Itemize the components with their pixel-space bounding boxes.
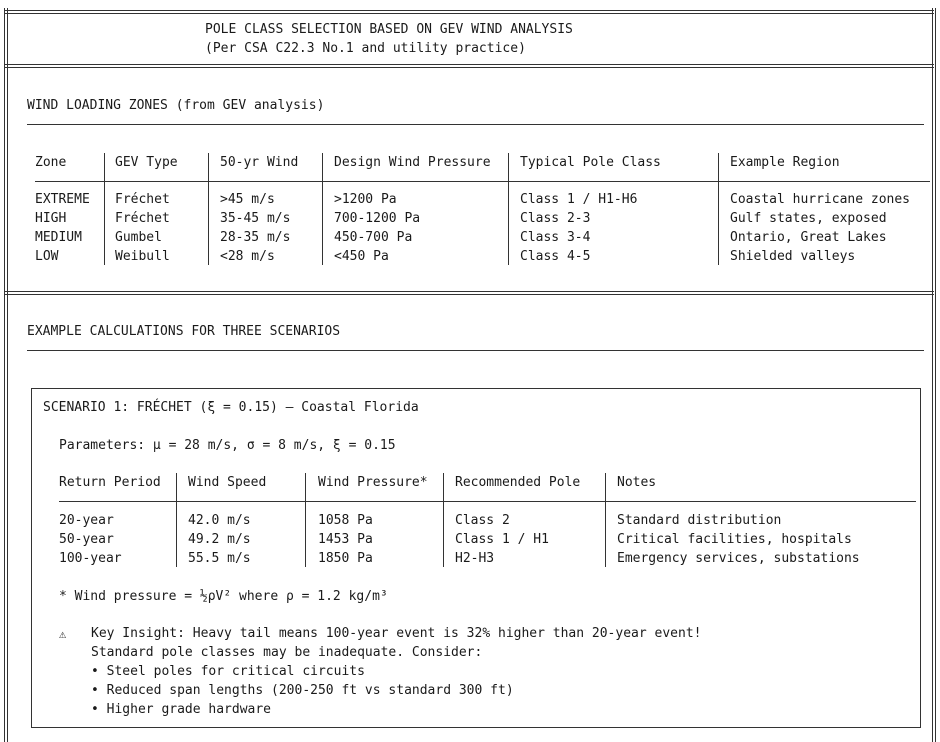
zones-col-separator bbox=[322, 153, 323, 265]
scenario-col-wind-speed: Wind Speed bbox=[188, 475, 267, 490]
wind-cell: 28-35 m/s bbox=[220, 230, 291, 245]
zone-cell: MEDIUM bbox=[35, 230, 82, 245]
region-cell: Coastal hurricane zones bbox=[730, 192, 911, 207]
scenario-col-separator bbox=[305, 473, 306, 567]
warning-icon: ⚠ bbox=[59, 627, 67, 641]
page-title: POLE CLASS SELECTION BASED ON GEV WIND ANALYSIS bbox=[205, 22, 573, 37]
zones-heading-rule bbox=[27, 124, 924, 125]
frame-left-border bbox=[4, 8, 8, 742]
wind-cell: 35-45 m/s bbox=[220, 211, 291, 226]
scenario-col-recommended-pole: Recommended Pole bbox=[455, 475, 581, 490]
page-subtitle: (Per CSA C22.3 No.1 and utility practice) bbox=[205, 41, 526, 56]
zones-col-separator bbox=[104, 153, 105, 265]
return-period-cell: 100-year bbox=[59, 551, 122, 566]
zones-col-separator bbox=[718, 153, 719, 265]
gev-type-cell: Fréchet bbox=[115, 211, 170, 226]
zones-col-zone: Zone bbox=[35, 155, 67, 170]
frame-right-border bbox=[932, 8, 936, 742]
scenario-1-title: SCENARIO 1: FRÉCHET (ξ = 0.15) — Coastal Florida bbox=[43, 400, 419, 415]
scenario-col-notes: Notes bbox=[617, 475, 657, 490]
pressure-cell: 450-700 Pa bbox=[334, 230, 413, 245]
zones-heading: WIND LOADING ZONES (from GEV analysis) bbox=[27, 98, 325, 113]
section-divider-rule bbox=[4, 291, 934, 295]
notes-cell: Critical facilities, hospitals bbox=[617, 532, 852, 547]
zones-col-separator bbox=[508, 153, 509, 265]
recommended-pole-cell: H2-H3 bbox=[455, 551, 495, 566]
zones-header-rule bbox=[35, 181, 930, 182]
wind-pressure-cell: 1453 Pa bbox=[318, 532, 373, 547]
return-period-cell: 20-year bbox=[59, 513, 114, 528]
wind-pressure-cell: 1850 Pa bbox=[318, 551, 373, 566]
insight-line: • Higher grade hardware bbox=[91, 702, 272, 717]
pressure-cell: <450 Pa bbox=[334, 249, 389, 264]
insight-line: Standard pole classes may be inadequate. Consider: bbox=[91, 645, 483, 660]
notes-cell: Standard distribution bbox=[617, 513, 782, 528]
wind-pressure-cell: 1058 Pa bbox=[318, 513, 373, 528]
wind-cell: >45 m/s bbox=[220, 192, 275, 207]
zone-cell: LOW bbox=[35, 249, 59, 264]
wind-speed-cell: 42.0 m/s bbox=[188, 513, 251, 528]
zone-cell: HIGH bbox=[35, 211, 67, 226]
wind-speed-cell: 55.5 m/s bbox=[188, 551, 251, 566]
wind-cell: <28 m/s bbox=[220, 249, 275, 264]
zones-col-50yr-wind: 50-yr Wind bbox=[220, 155, 299, 170]
zones-col-pole-class: Typical Pole Class bbox=[520, 155, 661, 170]
scenario-col-wind-pressure: Wind Pressure* bbox=[318, 475, 428, 490]
recommended-pole-cell: Class 1 / H1 bbox=[455, 532, 549, 547]
scenario-1-parameters: Parameters: μ = 28 m/s, σ = 8 m/s, ξ = 0.15 bbox=[59, 438, 396, 453]
examples-heading: EXAMPLE CALCULATIONS FOR THREE SCENARIOS bbox=[27, 324, 341, 339]
region-cell: Gulf states, exposed bbox=[730, 211, 887, 226]
insight-line: Key Insight: Heavy tail means 100-year event is 32% higher than 20-year event! bbox=[91, 626, 702, 641]
zones-col-region: Example Region bbox=[730, 155, 840, 170]
insight-line: • Steel poles for critical circuits bbox=[91, 664, 365, 679]
scenario-col-separator bbox=[605, 473, 606, 567]
zones-col-gev-type: GEV Type bbox=[115, 155, 178, 170]
pole-class-cell: Class 2-3 bbox=[520, 211, 591, 226]
recommended-pole-cell: Class 2 bbox=[455, 513, 510, 528]
header-bottom-rule bbox=[4, 64, 934, 68]
region-cell: Shielded valleys bbox=[730, 249, 856, 264]
notes-cell: Emergency services, substations bbox=[617, 551, 860, 566]
examples-heading-rule bbox=[27, 350, 924, 351]
wind-speed-cell: 49.2 m/s bbox=[188, 532, 251, 547]
region-cell: Ontario, Great Lakes bbox=[730, 230, 887, 245]
zones-col-design-pressure: Design Wind Pressure bbox=[334, 155, 491, 170]
pole-class-cell: Class 3-4 bbox=[520, 230, 591, 245]
pole-class-cell: Class 1 / H1-H6 bbox=[520, 192, 638, 207]
header-top-rule bbox=[4, 10, 934, 14]
pressure-cell: >1200 Pa bbox=[334, 192, 397, 207]
return-period-cell: 50-year bbox=[59, 532, 114, 547]
pole-class-cell: Class 4-5 bbox=[520, 249, 591, 264]
scenario-col-separator bbox=[176, 473, 177, 567]
scenario-1-footnote: * Wind pressure = ½ρV² where ρ = 1.2 kg/m³ bbox=[59, 589, 388, 604]
gev-type-cell: Fréchet bbox=[115, 192, 170, 207]
scenario-header-rule bbox=[59, 501, 916, 502]
zone-cell: EXTREME bbox=[35, 192, 90, 207]
insight-line: • Reduced span lengths (200-250 ft vs standard 300 ft) bbox=[91, 683, 514, 698]
zones-col-separator bbox=[208, 153, 209, 265]
pressure-cell: 700-1200 Pa bbox=[334, 211, 421, 226]
gev-type-cell: Weibull bbox=[115, 249, 170, 264]
gev-type-cell: Gumbel bbox=[115, 230, 162, 245]
scenario-col-separator bbox=[443, 473, 444, 567]
scenario-col-return-period: Return Period bbox=[59, 475, 161, 490]
